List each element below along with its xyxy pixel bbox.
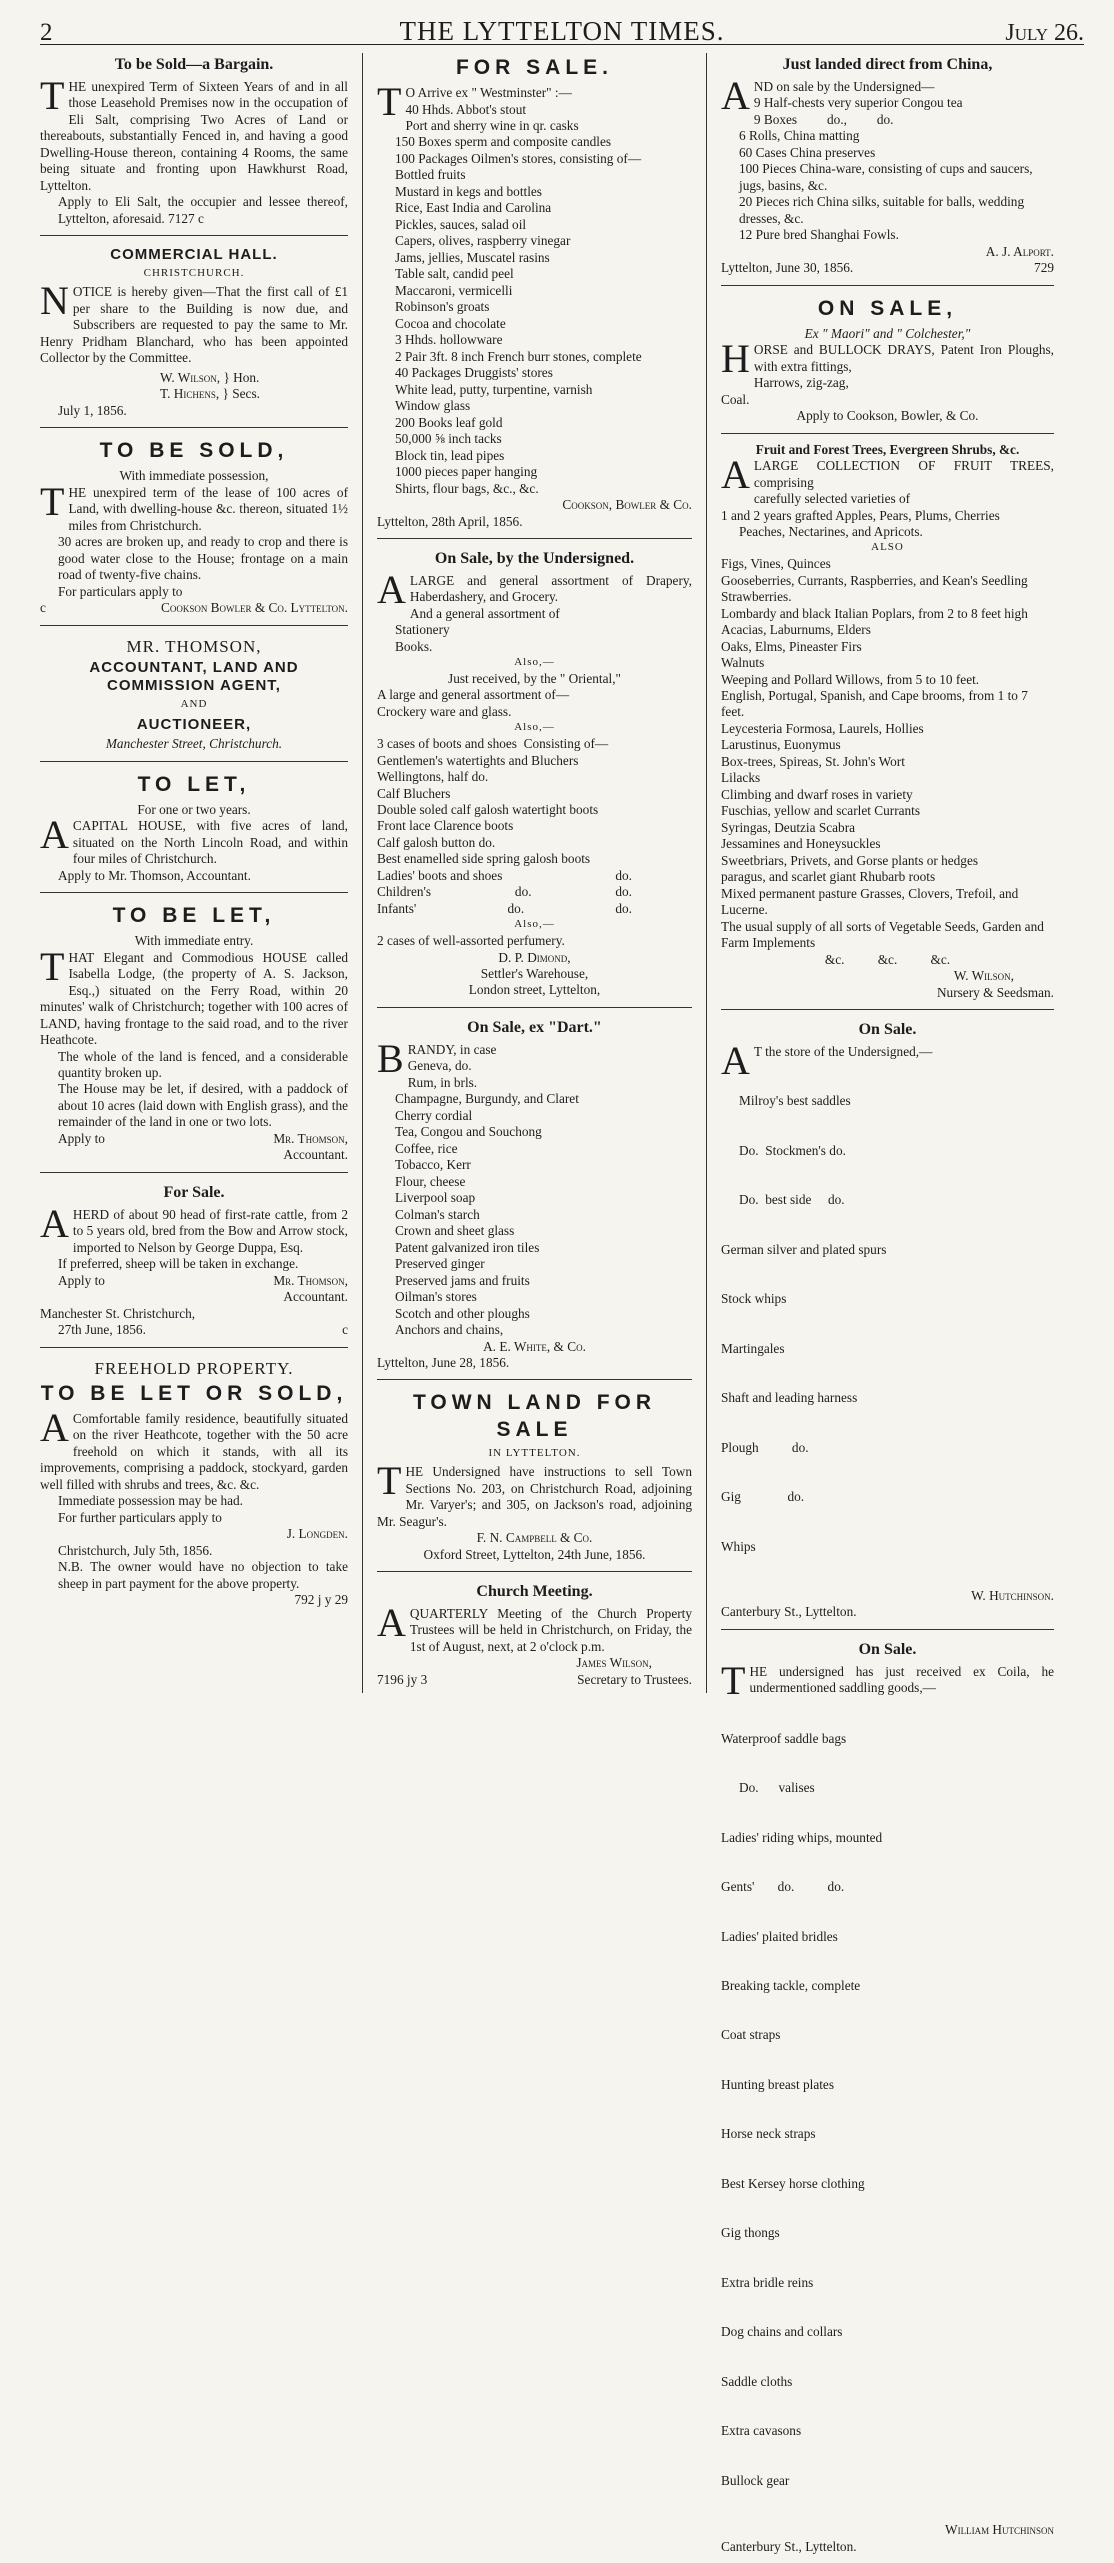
list-item: Martingales	[721, 1340, 785, 1356]
ad-address: Manchester St. Christchurch,	[40, 1305, 196, 1321]
ad-intro: HE undersigned has just received ex Coila,	[749, 1663, 1030, 1679]
signatory: William Hutchinson	[945, 2522, 1054, 2538]
ad-body: Just received, by the " Oriental,"	[448, 670, 621, 686]
signatory: W. Wilson,	[160, 369, 221, 385]
ditto: do.	[507, 900, 525, 916]
ad-and: AND	[180, 697, 208, 710]
drop-cap: A	[377, 566, 406, 612]
list-item: Rum, in brls.	[407, 1074, 478, 1090]
drop-cap: A	[40, 812, 69, 858]
ad-heading: TO LET,	[137, 772, 251, 796]
ad-heading: On Sale, by the Undersigned.	[434, 550, 635, 568]
ad-apply: Apply to Eli Salt, the occupier and lessee thereof, Lyttelton, aforesaid.	[58, 194, 348, 226]
list-item: Waterproof saddle bags	[721, 1730, 847, 1746]
list-item: Plough do.	[721, 1439, 809, 1455]
item-list	[377, 753, 692, 868]
item-list	[377, 1058, 692, 1338]
ad-subheading: With immediate entry.	[134, 933, 254, 949]
agent-name: Mr. Thomson,	[273, 1130, 348, 1146]
list-item: 40 Hhds. Abbot's stout	[405, 101, 527, 117]
ad-heading: On Sale.	[858, 1021, 917, 1039]
item-list	[377, 102, 692, 498]
ad-date: July 1, 1856.	[58, 402, 127, 418]
list-item: Patent galvanized iron tiles	[395, 1239, 540, 1255]
ad-freehold-property	[40, 1347, 348, 1617]
ad-mr-thomson	[40, 625, 348, 761]
signatory-line: London street, Lyttelton,	[468, 982, 601, 998]
list-item: White lead, putty, turpentine, varnish	[395, 381, 593, 397]
list-item: Children's	[377, 884, 432, 900]
ad-date: Lyttelton, June 30, 1856.	[721, 260, 854, 276]
ad-body: HE Undersigned have instructions to sell Town Sections No. 203, on Christchurch Road, adjoining Mr. Varyer's; and 305, on Jackson's road, adjoining Mr. Seagur's.	[377, 1464, 692, 1529]
drop-cap: T	[40, 478, 65, 524]
list-item: Larustinus, Euonymus	[721, 737, 841, 753]
ad-saddling-goods	[721, 1629, 1054, 2563]
list-item: Coffee, rice	[395, 1140, 458, 1156]
firm-name: Cookson Bowler & Co. Lyttelton.	[160, 600, 348, 616]
list-item: Oilman's stores	[395, 1289, 477, 1305]
ad-body: HE unexpired Term of Sixteen Years of and in all those Leasehold Premises now in the occupation of Eli Salt, comprising Two Acres of Land or thereabouts, substantially Fenced in, and having a good Dwelling-House thereon, containing 4 Rooms, the same being situate and fronting upon Hawkhurst Road, Lyttelton.	[40, 78, 348, 193]
list-item: Preserved ginger	[395, 1256, 485, 1272]
ad-herd-for-sale	[40, 1172, 348, 1347]
drop-cap: A	[721, 72, 750, 118]
item-list	[721, 556, 1054, 952]
list-item: Geneva, do.	[407, 1058, 472, 1074]
list-item: Extra bridle reins	[721, 2274, 814, 2290]
list-item: Ladies' boots and shoes	[377, 867, 503, 883]
also-label: Also,—	[514, 918, 555, 931]
ad-note: N.B. The owner would have no objection to take sheep in part payment for the above property.	[58, 1559, 348, 1591]
list-item: Gents' do. do.	[721, 1879, 845, 1895]
ad-date: 27th June, 1856.	[58, 1322, 146, 1338]
list-item: Box-trees, Spireas, St. John's Wort	[721, 753, 905, 769]
list-item: Block tin, lead pipes	[395, 447, 505, 463]
list-item: The usual supply of all sorts of Vegetable Seeds, Garden and Farm Implements	[721, 918, 1044, 951]
ad-church-meeting	[377, 1571, 692, 1696]
list-item: Jessamines and Honeysuckles	[721, 836, 881, 852]
ad-apply: Apply to	[58, 1130, 105, 1146]
list-item: Best enamelled side spring galosh boots	[377, 851, 591, 867]
list-item: Breaking tackle, complete	[721, 1978, 861, 1994]
list-item: Leycesteria Formosa, Laurels, Hollies	[721, 720, 924, 736]
list-item: Climbing and dwarf roses in variety	[721, 786, 913, 802]
ad-apply: Apply to Cookson, Bowler, & Co.	[796, 408, 979, 424]
signatory-role: Nursery & Seedsman.	[936, 984, 1054, 1000]
drop-cap: T	[40, 943, 65, 989]
list-item: Table salt, candid peel	[395, 266, 514, 282]
ad-saddles	[721, 1009, 1054, 1629]
list-item: Shirts, flour bags, &c., &c.	[395, 480, 539, 496]
ad-ref: 7196 jy 3	[377, 1671, 428, 1687]
list-item: 3 Hhds. hollowware	[395, 332, 503, 348]
ad-china-goods	[721, 55, 1054, 285]
list-item: paragus, and scarlet giant Rhubarb roots	[721, 869, 936, 885]
drop-cap: H	[721, 336, 750, 382]
ad-commercial-hall: COMMERCIAL HALL. CHRISTCHURCH. NOTICE is hereby given—That the first call of £1 per share to the Building is now due, and Subscribers are requested to pay the same to Mr. Henry Pridham Blanchard, who has been appointed Collector by the Committee. W. Wilson, } Hon. T. Hichens, } Secs. July 1, 1856.	[40, 235, 348, 427]
list-item: Best Kersey horse clothing	[721, 2175, 865, 2191]
ad-body: If preferred, sheep will be taken in exchange.	[58, 1256, 299, 1272]
ad-body: HAT Elegant and Commodious HOUSE called Isabella Lodge, (the property of A. S. Jackson, Esq.,) situated on the Ferry Road, within 20 minutes' walk of Christchurch; together with 100 acres of LAND, having frontage to the said road, and to the river Heathcote.	[40, 949, 348, 1048]
page-number: 2	[40, 19, 53, 46]
signatory-role: Secretary to Trustees.	[577, 1671, 692, 1687]
ad-line: ACCOUNTANT, LAND AND COMMISSION AGENT,	[89, 658, 299, 695]
list-item: Syringas, Deutzia Scabra	[721, 819, 856, 835]
list-item: Ladies' riding whips, mounted	[721, 1829, 883, 1845]
list-item: Milroy's best saddles	[739, 1093, 851, 1109]
agent-title: Accountant.	[283, 1289, 348, 1305]
drop-cap: A	[721, 1038, 750, 1084]
list-item: Acacias, Laburnums, Elders	[721, 622, 871, 638]
ad-heading: FREEHOLD PROPERTY.	[94, 1358, 294, 1378]
signatory: F. N. Campbell & Co.	[476, 1530, 593, 1546]
ad-intro: O Arrive ex " Westminster" :—	[405, 85, 572, 101]
ad-ref: 7127 c	[168, 210, 204, 226]
ad-apply: Apply to Mr. Thomson, Accountant.	[58, 867, 251, 883]
ad-body: Comfortable family residence, beautifully situated on the river Heathcote, together with the 50 acre freehold on which it stands, with all its improvements, comprising a paddock, stockyard, garden well filled with shrubs and trees, &c. &c.	[40, 1410, 348, 1492]
column-3	[706, 53, 1054, 2554]
ad-heading: COMMERCIAL HALL.	[110, 246, 278, 264]
ad-body: OTICE is hereby given—That the first call of £1 per share to the Building is now due, and Subscribers are requested to pay the same to Mr. Henry Pridham Blanchard, who has been appointed Collector by the Committee.	[40, 284, 348, 366]
list-item: 9 Boxes do., do.	[753, 111, 894, 127]
signatory: W. Hutchinson.	[971, 1588, 1054, 1603]
also-label: ALSO	[871, 541, 904, 554]
list-item: Scotch and other ploughs	[395, 1305, 530, 1321]
list-item: Jams, jellies, Muscatel rasins	[395, 249, 550, 265]
ad-heading: TO BE SOLD,	[99, 439, 289, 463]
ad-ref: 792 j y 29	[294, 1592, 348, 1608]
signatory: James Wilson,	[576, 1655, 652, 1671]
list-item: 150 Boxes sperm and composite candles	[395, 134, 612, 150]
drop-cap: A	[721, 452, 750, 498]
list-item: Coat straps	[721, 2027, 781, 2043]
ad-heading: On Sale.	[858, 1640, 917, 1658]
ad-body: Peaches, Nectarines, and Apricots.	[739, 524, 923, 539]
list-item: Weeping and Pollard Willows, from 5 to 10 feet.	[721, 671, 980, 687]
ad-intro: RANDY, in case	[407, 1041, 497, 1057]
ad-for-sale-westminster	[377, 55, 692, 538]
list-item: Rice, East India and Carolina	[395, 200, 552, 216]
ad-ref: c	[40, 600, 46, 616]
ad-heading: On Sale, ex "Dart."	[467, 1018, 602, 1036]
ad-intro: ND on sale by the Undersigned—	[753, 78, 935, 94]
ad-body: HE unexpired term of the lease of 100 acres of Land, with dwelling-house &c. thereon, situated 1½ miles from Christchurch.	[68, 484, 348, 533]
list-item: Champagne, Burgundy, and Claret	[395, 1091, 579, 1107]
list-item: Harrows, zig-zag,	[753, 375, 849, 391]
ad-subheading: IN LYTTELTON.	[488, 1446, 581, 1459]
ad-heading: For Sale.	[163, 1183, 225, 1201]
ad-heading: ON SALE,	[817, 296, 958, 320]
signatory: W. Wilson,	[953, 968, 1014, 984]
ad-subheading: Ex " Maori" and " Colchester,"	[804, 325, 971, 341]
list-item: 40 Packages Druggists' stores	[395, 365, 553, 381]
list-item: 50,000 ⅝ inch tacks	[395, 431, 502, 447]
list-item: Tobacco, Kerr	[395, 1157, 471, 1173]
list-item: Crown and sheet glass	[395, 1223, 515, 1239]
ad-heading: Just landed direct from China,	[782, 56, 993, 73]
list-item: Lilacks	[721, 770, 761, 786]
ad-subheading: CHRISTCHURCH.	[143, 266, 245, 279]
list-item: English, Portugal, Spanish, and Cape brooms, from 1 to 7 feet.	[721, 687, 1028, 720]
ad-isabella-lodge	[40, 892, 348, 1172]
also-label: Also,—	[514, 656, 555, 669]
list-item: 2 Pair 3ft. 8 inch French burr stones, complete	[395, 348, 642, 364]
list-item: 100 Pieces China-ware, consisting of cups and saucers, jugs, basins, &c.	[739, 161, 1033, 193]
ad-body: 1 and 2 years grafted Apples, Pears, Plums, Cherries	[721, 507, 1000, 523]
ad-town-land	[377, 1379, 692, 1571]
ditto: do.	[615, 900, 632, 916]
ad-body: carefully selected varieties of	[753, 491, 911, 507]
list-item: Gooseberries, Currants, Raspberries, and Kean's Seedling Strawberries.	[721, 572, 1028, 605]
list-item: Capers, olives, raspberry vinegar	[395, 233, 571, 249]
ad-body: For further particulars apply to	[58, 1509, 222, 1525]
ad-ex-dart	[377, 1007, 692, 1380]
list-item: Hunting breast plates	[721, 2076, 834, 2092]
signatory: T. Hichens,	[160, 386, 220, 402]
ad-heading: To be Sold—a Bargain.	[114, 56, 274, 73]
drop-cap: A	[377, 1599, 406, 1645]
ad-heading: TO BE LET,	[112, 904, 276, 928]
list-item: Double soled calf galosh watertight boots	[377, 802, 599, 817]
ad-body: CAPITAL HOUSE, with five acres of land, situated on the North Lincoln Road, and within four miles of Christchurch.	[72, 818, 348, 867]
ad-body: ORSE and BULLOCK DRAYS, Patent Iron Ploughs, with extra fittings,	[753, 342, 1054, 374]
ad-bargain	[40, 55, 348, 235]
list-item: Cocoa and chocolate	[395, 315, 506, 331]
list-item: Flour, cheese	[395, 1173, 466, 1189]
list-item: Cherry cordial	[395, 1107, 473, 1123]
list-item: Calf Bluchers	[377, 785, 451, 801]
list-item: Robinson's groats	[395, 299, 490, 315]
ad-ref: c	[342, 1322, 348, 1338]
agent-title: Accountant.	[283, 1147, 348, 1163]
list-item: Fuschias, yellow and scarlet Currants	[721, 803, 921, 819]
agent-name: Mr. Thomson,	[273, 1272, 348, 1288]
ad-heading: Fruit and Forest Trees, Evergreen Shrubs, &c.	[755, 441, 1020, 457]
ad-heading: TOWN LAND FOR SALE	[412, 1391, 657, 1441]
ad-body: A large and general assortment of—	[377, 687, 570, 703]
drop-cap: N	[40, 278, 69, 324]
list-item: Liverpool soap	[395, 1190, 476, 1206]
drop-cap: A	[40, 1404, 69, 1450]
drop-cap: T	[377, 1458, 402, 1504]
ad-body: QUARTERLY Meeting of the Church Property Trustees will be held in Christchurch, on Friday, the 1st of August, next, at 2 o'clock p.m.	[409, 1605, 692, 1654]
list-item: 6 Rolls, China matting	[739, 128, 860, 144]
ad-apply: For particulars apply to	[58, 583, 183, 599]
list-item: Port and sherry wine in qr. casks	[405, 118, 579, 133]
ad-heading: Church Meeting.	[476, 1583, 593, 1601]
item-list	[721, 95, 1054, 243]
ditto: do.	[615, 884, 632, 900]
column-2	[362, 53, 706, 1693]
drop-cap: A	[40, 1200, 69, 1246]
list-item: Extra cavasons	[721, 2423, 802, 2439]
list-item: Colman's starch	[395, 1206, 480, 1222]
list-item: Anchors and chains,	[395, 1322, 504, 1338]
ad-apply: Apply to	[58, 1272, 105, 1288]
ad-address: Manchester Street, Christchurch.	[105, 736, 283, 752]
list-item: Ladies' plaited bridles	[721, 1928, 838, 1944]
list-item: Figs, Vines, Quinces	[721, 556, 831, 572]
list-item: Coal.	[721, 391, 750, 407]
list-item: Infants'	[377, 900, 417, 916]
list-item: Bottled fruits	[395, 167, 466, 183]
ad-line: AUCTIONEER,	[136, 715, 252, 733]
list-item: Stationery	[395, 622, 450, 638]
ad-body: Immediate possession may be had.	[58, 1493, 244, 1509]
signatory: A. J. Alport.	[985, 243, 1054, 259]
ad-heading: FOR SALE.	[455, 56, 613, 79]
list-item: Dog chains and collars	[721, 2324, 843, 2340]
ad-subheading: For one or two years.	[137, 801, 251, 817]
list-item: Pickles, sauces, salad oil	[395, 216, 527, 232]
signatory-line: Settler's Warehouse,	[480, 965, 589, 981]
ad-heading: MR. THOMSON,	[126, 636, 262, 656]
ad-body: LARGE COLLECTION OF FRUIT TREES, comprising	[753, 458, 1054, 490]
ad-ref: 729	[1034, 260, 1054, 276]
signatory: D. P. Dimond,	[498, 949, 571, 965]
ad-date: Lyttelton, June 28, 1856.	[377, 1354, 510, 1370]
list-item: Gig do.	[721, 1489, 805, 1505]
list-item: 2 cases of well-assorted perfumery.	[377, 933, 565, 949]
drop-cap: T	[377, 79, 402, 125]
also-label: Also,—	[514, 721, 555, 734]
ad-date: Lyttelton, 28th April, 1856.	[377, 513, 523, 529]
list-item: Do. valises	[739, 1780, 815, 1796]
signatory: A. E. White, & Co.	[483, 1338, 586, 1354]
list-item: Tea, Congou and Souchong	[395, 1124, 542, 1140]
list-item: Do. best side do.	[739, 1192, 845, 1208]
list-item: Lombardy and black Italian Poplars, from 2 to 8 feet high	[721, 605, 1028, 621]
list-item: 60 Cases China preserves	[739, 144, 876, 160]
signatory-role: Hon.	[233, 369, 260, 385]
list-item: 9 Half-chests very superior Congou tea	[753, 95, 963, 111]
ad-address: Canterbury St., Lyttelton.	[721, 2538, 857, 2554]
ad-dimond	[377, 538, 692, 1007]
masthead	[40, 16, 1084, 45]
ad-body: HERD of about 90 head of first-rate cattle, from 2 to 5 years old, bred from the Bow and Arrow stock, imported to Nelson by George Duppa, Esq.	[72, 1206, 348, 1255]
list-item: Mixed permanent pasture Grasses, Clovers, Trefoil, and Lucerne.	[721, 885, 1019, 918]
ad-fruit-trees	[721, 433, 1054, 1010]
list-item: Saddle cloths	[721, 2373, 793, 2389]
list-item: German silver and plated spurs	[721, 1241, 887, 1257]
list-item: 1000 pieces paper hanging	[395, 464, 538, 480]
list-item: 200 Books leaf gold	[395, 414, 503, 430]
ad-intro: T the store of the Undersigned,—	[753, 1044, 933, 1060]
drop-cap: B	[377, 1035, 404, 1081]
ad-etc: &c. &c. &c.	[824, 951, 951, 967]
ad-heading: TO BE LET OR SOLD,	[40, 1381, 348, 1405]
ad-on-sale-drays	[721, 285, 1054, 433]
list-item: Window glass	[395, 398, 471, 414]
ditto: do.	[514, 884, 532, 900]
signatory-role: Secs.	[232, 386, 260, 402]
list-item: Stock whips	[721, 1291, 787, 1307]
list-item: Wellingtons, half do.	[377, 769, 489, 785]
ad-body: The whole of the land is fenced, and a considerable quantity broken up.	[58, 1048, 348, 1080]
list-item: Gentlemen's watertights and Bluchers	[377, 752, 579, 768]
list-item: Mustard in kegs and bottles	[395, 183, 542, 199]
drop-cap: T	[721, 1657, 746, 1703]
signatory: J. Longden.	[286, 1526, 348, 1542]
ad-date: Oxford Street, Lyttelton, 24th June, 1856.	[423, 1546, 646, 1562]
ditto: do.	[615, 867, 632, 883]
list-item: Oaks, Elms, Pineaster Firs	[721, 638, 862, 654]
newspaper-title: THE LYTTELTON TIMES.	[399, 16, 725, 46]
list-item: Crockery ware and glass.	[377, 703, 512, 719]
list-item: Bullock gear	[721, 2472, 790, 2488]
column-1	[40, 53, 362, 1693]
ad-body: And a general assortment of	[409, 605, 560, 621]
list-item: Whips	[721, 1538, 756, 1554]
ad-body: 30 acres are broken up, and ready to crop and there is good water close to the House; frontage on a main road of twenty-five chains.	[58, 534, 348, 583]
list-item: Gig thongs	[721, 2225, 780, 2241]
list-item: 3 cases of boots and shoes Consisting of—	[377, 736, 609, 752]
list-item: Walnuts	[721, 655, 765, 671]
ad-intro: he undermentioned saddling goods,—	[749, 1663, 1054, 1696]
item-list	[721, 1698, 1054, 2522]
list-item: Books.	[395, 638, 433, 654]
list-item: Calf galosh button do.	[377, 834, 496, 850]
item-list	[721, 1061, 1054, 1589]
drop-cap: T	[40, 72, 65, 118]
list-item: 12 Pure bred Shanghai Fowls.	[739, 227, 899, 243]
list-item: Preserved jams and fruits	[395, 1272, 530, 1288]
list-item: Do. Stockmen's do.	[739, 1142, 846, 1158]
ad-body: LARGE and general assortment of Drapery, Haberdashery, and Grocery.	[409, 572, 692, 605]
list-item: Horse neck straps	[721, 2126, 816, 2142]
ad-address: Canterbury St., Lyttelton.	[721, 1604, 857, 1620]
ad-date: Christchurch, July 5th, 1856.	[58, 1542, 213, 1558]
list-item: 20 Pieces rich China silks, suitable for balls, wedding dresses, &c.	[739, 194, 1025, 226]
list-item: Front lace Clarence boots	[377, 818, 514, 834]
ad-to-let	[40, 761, 348, 892]
list-item: Maccaroni, vermicelli	[395, 282, 513, 298]
list-item: 100 Packages Oilmen's stores, consisting of—	[395, 150, 642, 166]
signatory: Cookson, Bowler & Co.	[562, 497, 692, 513]
ad-subheading: With immediate possession,	[119, 468, 269, 484]
list-item: Sweetbriars, Privets, and Gorse plants or hedges	[721, 852, 979, 868]
list-item: Shaft and leading harness	[721, 1390, 858, 1406]
issue-date: July 26.	[1005, 20, 1084, 46]
ad-body: The House may be let, if desired, with a paddock of about 10 acres (laid down with English grass), and the remainder of the land in one or two lots.	[58, 1081, 348, 1130]
ad-to-be-sold	[40, 427, 348, 624]
